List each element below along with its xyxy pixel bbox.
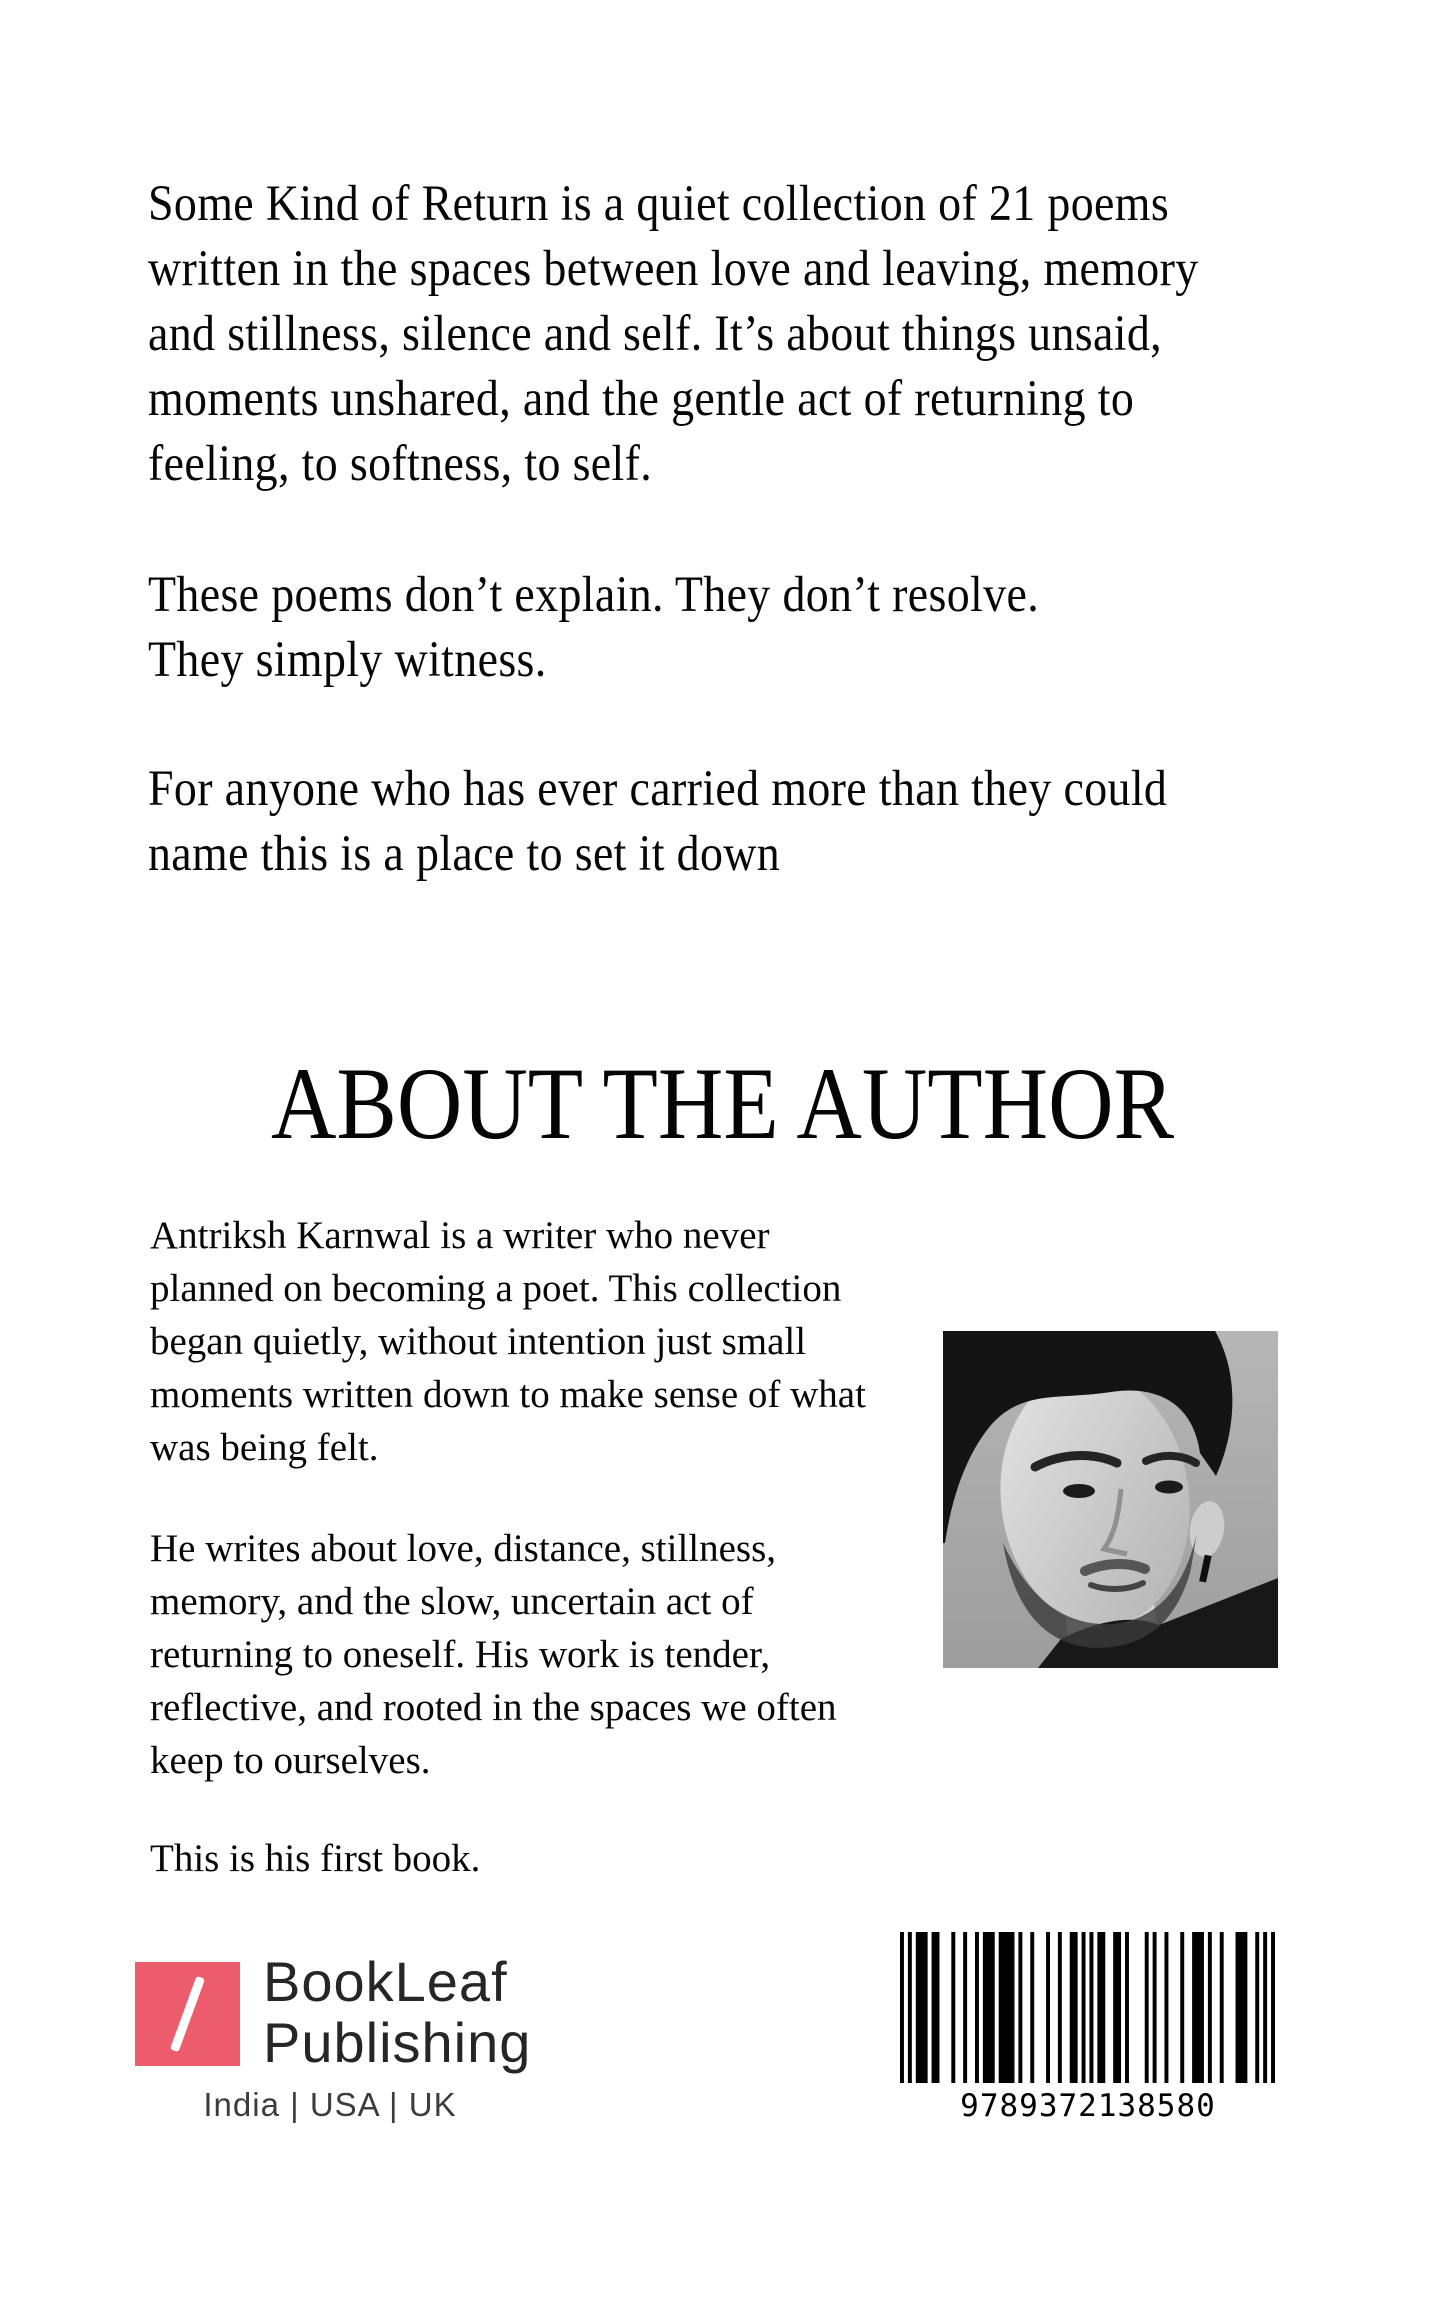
author-photo-illustration: [943, 1331, 1278, 1668]
synopsis-paragraph-2: [148, 563, 1039, 693]
publisher-name-line2: Publishing: [263, 2011, 532, 2074]
about-the-author-heading: ABOUT THE AUTHOR: [270, 1047, 1175, 1161]
author-bio-paragraph-3: [150, 1832, 480, 1885]
text-line: Some Kind of Return is a quiet collection of 21 poems: [148, 176, 1170, 232]
author-bio-paragraph-1: [150, 1209, 866, 1474]
author-photo: [943, 1331, 1278, 1668]
publisher-name-line1: BookLeaf: [263, 1950, 508, 2013]
barcode-number: 9789372138580: [960, 2088, 1216, 2124]
text-line: moments written down to make sense of what: [150, 1373, 866, 1416]
text-line: These poems don’t explain. They don’t resolve.: [148, 567, 1040, 623]
text-line: began quietly, without intention just small: [150, 1320, 807, 1363]
text-line: reflective, and rooted in the spaces we often: [150, 1686, 837, 1729]
text-line: memory, and the slow, uncertain act of: [150, 1580, 754, 1623]
text-line: name this is a place to set it down: [148, 826, 781, 882]
text-line: keep to ourselves.: [150, 1739, 431, 1782]
synopsis-paragraph-1: [148, 172, 1199, 497]
text-line: planned on becoming a poet. This collection: [150, 1267, 842, 1310]
slash-icon: [170, 1976, 205, 2052]
publisher-name: [263, 1951, 531, 2073]
text-line: They simply witness.: [148, 632, 547, 688]
text-line: feeling, to softness, to self.: [148, 436, 653, 492]
text-line: returning to oneself. His work is tender,: [150, 1633, 771, 1676]
text-line: was being felt.: [150, 1426, 379, 1469]
text-line: written in the spaces between love and leaving, memory: [148, 241, 1199, 297]
text-line: This is his first book.: [150, 1837, 481, 1880]
publisher-regions: India | USA | UK: [203, 2086, 457, 2123]
synopsis-paragraph-3: [148, 757, 1167, 887]
author-bio-paragraph-2: [150, 1522, 837, 1787]
text-line: moments unshared, and the gentle act of returning to: [148, 371, 1135, 427]
text-line: and stillness, silence and self. It’s about things unsaid,: [148, 306, 1162, 362]
barcode: [900, 1932, 1275, 2083]
text-line: He writes about love, distance, stillness,: [150, 1527, 777, 1570]
publisher-logo-mark: [135, 1962, 240, 2066]
text-line: For anyone who has ever carried more than they could: [148, 761, 1168, 817]
text-line: Antriksh Karnwal is a writer who never: [150, 1214, 770, 1257]
